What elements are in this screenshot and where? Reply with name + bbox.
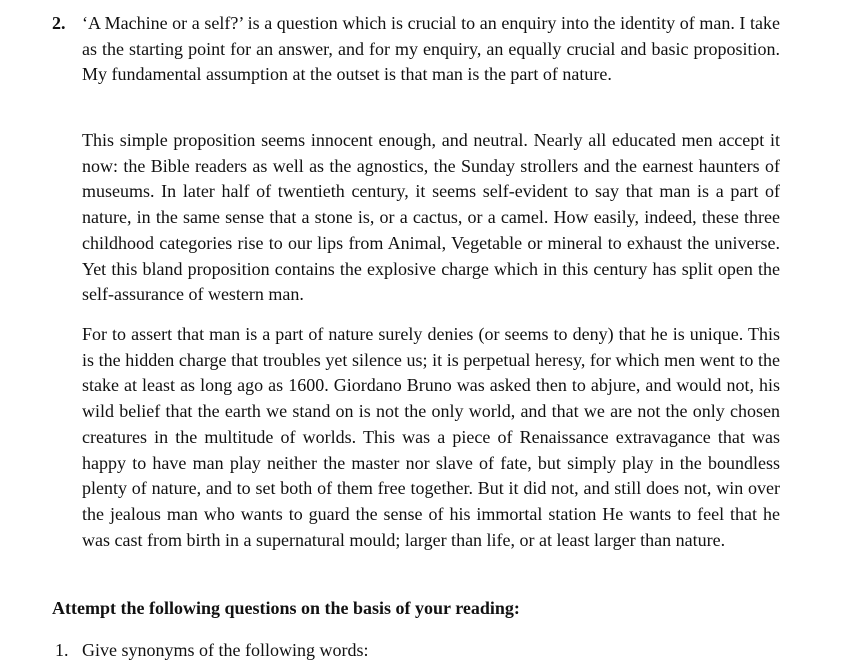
question-number: 1. [55, 640, 69, 660]
passage-paragraph-3: For to assert that man is a part of nature surely denies (or seems to deny) that he is unique. This is the hidden charge that troubles yet silence us; it is perpetual heresy, for which men went to the stake at least as long ago as 1600. Giordano Bruno was asked then to abjure, and would not, his wild belief that the earth we stand on is not the only world, and that we are not the only chosen creatures in the multitude of worlds. This was a piece of Renaissance extravagance that was happy to have man play neither the master nor slave of fate, but simply play in the boundless plenty of nature, and to set both of them free together. But it did not, and still does not, win over the jealous man who wants to guard the sense of his immortal station He wants to feel that he was cast from birth in a supernatural mould; larger than life, or at least larger than nature. [82, 324, 780, 550]
passage-paragraph-1: ‘A Machine or a self?’ is a question which is crucial to an enquiry into the identity of man. I take as the starting point for an answer, and for my enquiry, an equally crucial and basic proposition. My fundamental assumption at the outset is that man is the part of nature. [82, 13, 780, 85]
passage-paragraph-2: This simple proposition seems innocent enough, and neutral. Nearly all educated men accept it now: the Bible readers as well as the agnostics, the Sunday strollers and the earnest haunters of museums. In later half of twentieth century, it seems self-evident to say that man is a part of nature, in the same sense that a stone is, or a cactus, or a camel. How easily, indeed, these three childhood categories rise to our lips from Animal, Vegetable or mineral to exhaust the universe. Yet this bland proposition contains the explosive charge which in this century has split open the self-assurance of western man. [82, 130, 780, 305]
question-text: Give synonyms of the following words: [82, 640, 369, 660]
questions-instruction: Attempt the following questions on the basis of your reading: [52, 598, 520, 618]
passage-number: 2. [52, 13, 66, 33]
